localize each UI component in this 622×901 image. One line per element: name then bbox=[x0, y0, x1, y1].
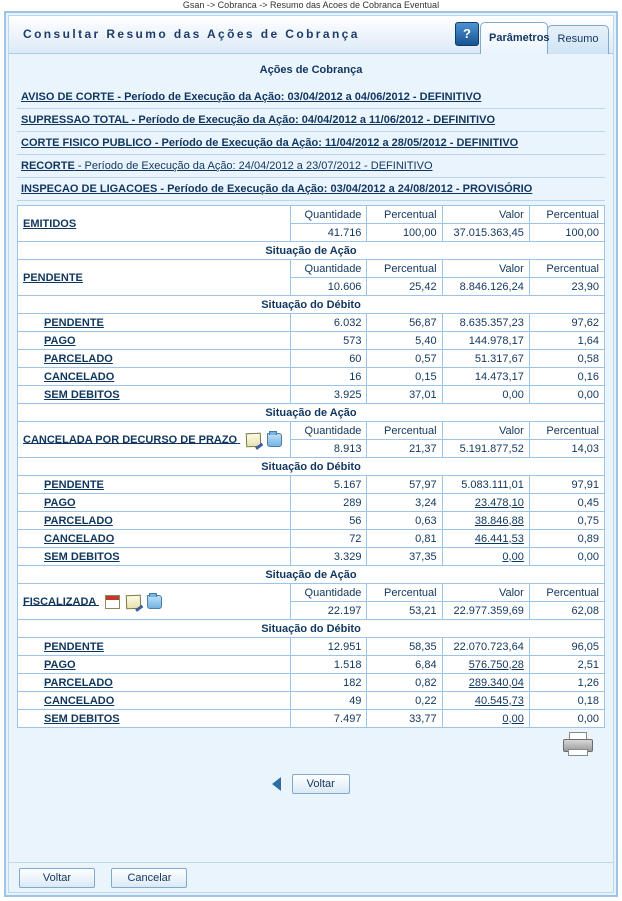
cell-percentual: 0,82 bbox=[367, 674, 442, 692]
calendar-icon[interactable] bbox=[105, 595, 120, 609]
breadcrumb: Gsan -> Cobranca -> Resumo das Acoes de Cobranca Eventual bbox=[182, 0, 440, 10]
row-label-parcelado[interactable]: PARCELADO bbox=[18, 674, 291, 692]
col-header-percentual: Percentual bbox=[367, 206, 442, 224]
cell-percentual: 33,77 bbox=[367, 710, 442, 728]
cell-valor: 22.977.359,69 bbox=[442, 602, 529, 620]
table-row bbox=[18, 476, 605, 494]
row-label-emitidos[interactable]: EMITIDOS bbox=[18, 206, 291, 242]
action-line-recorte[interactable] bbox=[17, 155, 605, 178]
cell-percentual: 5,40 bbox=[367, 332, 442, 350]
table-row bbox=[18, 512, 605, 530]
footer-bar bbox=[9, 862, 613, 892]
section-situacao-acao bbox=[18, 566, 605, 584]
row-label-text: PENDENTE bbox=[23, 271, 83, 284]
cell-percentual: 3,24 bbox=[367, 494, 442, 512]
cell-quantidade: 3.329 bbox=[291, 548, 367, 566]
action-line-supressao-total[interactable] bbox=[17, 109, 605, 132]
cell-valor-link[interactable]: 0,00 bbox=[442, 710, 529, 728]
table-row-block-header bbox=[18, 422, 605, 440]
cell-valor: 0,00 bbox=[442, 386, 529, 404]
cell-percentual-2: 0,18 bbox=[529, 692, 604, 710]
cell-percentual-2: 100,00 bbox=[529, 224, 604, 242]
cell-valor: 8.635.357,23 bbox=[442, 314, 529, 332]
cell-percentual-2: 0,45 bbox=[529, 494, 604, 512]
action-line-aviso-de-corte[interactable] bbox=[17, 86, 605, 109]
cell-quantidade: 22.197 bbox=[291, 602, 367, 620]
action-name: RECORTE bbox=[21, 160, 75, 172]
row-label-pendente[interactable]: PENDENTE bbox=[18, 476, 291, 494]
page-title: Ações de Cobrança bbox=[259, 64, 363, 76]
tab-parametros[interactable]: Parâmetros bbox=[480, 22, 548, 54]
cell-valor: 22.070.723,64 bbox=[442, 638, 529, 656]
table-row bbox=[18, 368, 605, 386]
cell-valor-link[interactable]: 46.441,53 bbox=[442, 530, 529, 548]
cell-percentual-2: 23,90 bbox=[529, 278, 604, 296]
help-icon[interactable]: ? bbox=[455, 22, 479, 46]
cell-quantidade: 7.497 bbox=[291, 710, 367, 728]
row-label-parcelado[interactable]: PARCELADO bbox=[18, 350, 291, 368]
table-row bbox=[18, 332, 605, 350]
cell-quantidade: 289 bbox=[291, 494, 367, 512]
cell-quantidade: 5.167 bbox=[291, 476, 367, 494]
col-header-quantidade: Quantidade bbox=[291, 584, 367, 602]
col-header-percentual-2: Percentual bbox=[529, 584, 604, 602]
cell-quantidade: 10.606 bbox=[291, 278, 367, 296]
cell-valor-link[interactable]: 289.340,04 bbox=[442, 674, 529, 692]
row-label-cancelado[interactable]: CANCELADO bbox=[18, 368, 291, 386]
cell-percentual-2: 0,75 bbox=[529, 512, 604, 530]
cell-percentual: 37,35 bbox=[367, 548, 442, 566]
section-situacao-debito bbox=[18, 458, 605, 476]
cell-quantidade: 8.913 bbox=[291, 440, 367, 458]
section-label: Situação do Débito bbox=[18, 458, 605, 476]
row-label-pago[interactable]: PAGO bbox=[18, 494, 291, 512]
col-header-percentual: Percentual bbox=[367, 584, 442, 602]
cell-percentual-2: 2,51 bbox=[529, 656, 604, 674]
cell-valor-link[interactable]: 40.545,73 bbox=[442, 692, 529, 710]
row-label-cancelada-por-decurso-de-prazo[interactable] bbox=[18, 422, 291, 458]
cell-percentual: 0,22 bbox=[367, 692, 442, 710]
action-name: SUPRESSAO TOTAL bbox=[21, 114, 129, 126]
cell-quantidade: 6.032 bbox=[291, 314, 367, 332]
mid-back-button[interactable]: Voltar bbox=[292, 774, 350, 794]
col-header-quantidade: Quantidade bbox=[291, 260, 367, 278]
col-header-valor: Valor bbox=[442, 206, 529, 224]
row-label-cancelado[interactable]: CANCELADO bbox=[18, 692, 291, 710]
cell-percentual-2: 14,03 bbox=[529, 440, 604, 458]
printer-icon[interactable] bbox=[563, 732, 593, 756]
action-name: CORTE FISICO PUBLICO bbox=[21, 137, 152, 149]
table-row-emitidos-header bbox=[18, 206, 605, 224]
cell-percentual: 58,35 bbox=[367, 638, 442, 656]
action-line-corte-fisico-publico[interactable] bbox=[17, 132, 605, 155]
row-label-fiscalizada[interactable] bbox=[18, 584, 291, 620]
row-label-sem-debitos[interactable]: SEM DEBITOS bbox=[18, 710, 291, 728]
cell-percentual-2: 1,26 bbox=[529, 674, 604, 692]
table-row-block-header bbox=[18, 260, 605, 278]
action-detail: - Período de Execução da Ação: 04/04/2012 a 11/06/2012 - DEFINITIVO bbox=[128, 114, 496, 126]
cell-percentual: 25,42 bbox=[367, 278, 442, 296]
cell-percentual: 53,21 bbox=[367, 602, 442, 620]
cell-percentual: 0,15 bbox=[367, 368, 442, 386]
cell-percentual-2: 0,89 bbox=[529, 530, 604, 548]
cell-percentual-2: 0,00 bbox=[529, 710, 604, 728]
col-header-percentual: Percentual bbox=[367, 260, 442, 278]
cell-percentual-2: 0,00 bbox=[529, 386, 604, 404]
section-situacao-acao bbox=[18, 242, 605, 260]
action-detail: - Período de Execução da Ação: 03/04/2012 a 04/06/2012 - DEFINITIVO bbox=[114, 91, 482, 103]
cell-percentual: 0,63 bbox=[367, 512, 442, 530]
col-header-percentual-2: Percentual bbox=[529, 422, 604, 440]
cell-percentual-2: 97,91 bbox=[529, 476, 604, 494]
cell-percentual: 56,87 bbox=[367, 314, 442, 332]
cell-percentual: 100,00 bbox=[367, 224, 442, 242]
cell-valor: 144.978,17 bbox=[442, 332, 529, 350]
cell-percentual-2: 1,64 bbox=[529, 332, 604, 350]
section-label: Situação do Débito bbox=[18, 296, 605, 314]
mid-back-row bbox=[17, 762, 605, 800]
table-row bbox=[18, 350, 605, 368]
cell-valor-link[interactable]: 0,00 bbox=[442, 548, 529, 566]
folder-icon[interactable] bbox=[147, 595, 162, 609]
cell-valor: 51.317,67 bbox=[442, 350, 529, 368]
cell-quantidade: 3.925 bbox=[291, 386, 367, 404]
printer-output bbox=[568, 749, 588, 756]
table-row bbox=[18, 530, 605, 548]
app-window bbox=[4, 11, 618, 897]
cell-percentual-2: 0,16 bbox=[529, 368, 604, 386]
section-situacao-acao bbox=[18, 404, 605, 422]
row-label-pago[interactable]: PAGO bbox=[18, 332, 291, 350]
table-row-block-header bbox=[18, 584, 605, 602]
action-name: INSPECAO DE LIGACOES bbox=[21, 183, 158, 195]
cell-percentual: 57,97 bbox=[367, 476, 442, 494]
section-situacao-debito bbox=[18, 620, 605, 638]
cell-percentual: 0,57 bbox=[367, 350, 442, 368]
table-row bbox=[18, 314, 605, 332]
print-row bbox=[17, 728, 605, 762]
cell-percentual-2: 0,00 bbox=[529, 548, 604, 566]
cell-valor-link[interactable]: 576.750,28 bbox=[442, 656, 529, 674]
cell-quantidade: 182 bbox=[291, 674, 367, 692]
section-situacao-debito bbox=[18, 296, 605, 314]
cell-valor: 37.015.363,45 bbox=[442, 224, 529, 242]
col-header-valor: Valor bbox=[442, 260, 529, 278]
folder-icon[interactable] bbox=[267, 433, 282, 447]
cell-quantidade: 60 bbox=[291, 350, 367, 368]
action-detail: - Período de Execução da Ação: 11/04/2012 a 28/05/2012 - DEFINITIVO bbox=[151, 137, 519, 149]
tab-resumo[interactable]: Resumo bbox=[547, 25, 609, 54]
table-row bbox=[18, 710, 605, 728]
section-label: Situação de Ação bbox=[18, 566, 605, 584]
resumo-table bbox=[17, 205, 605, 728]
cell-valor: 5.083.111,01 bbox=[442, 476, 529, 494]
cell-quantidade: 72 bbox=[291, 530, 367, 548]
cell-quantidade: 56 bbox=[291, 512, 367, 530]
cell-quantidade: 16 bbox=[291, 368, 367, 386]
cell-quantidade: 573 bbox=[291, 332, 367, 350]
cell-percentual-2: 96,05 bbox=[529, 638, 604, 656]
row-label-parcelado[interactable]: PARCELADO bbox=[18, 512, 291, 530]
action-detail: - Período de Execução da Ação: 03/04/2012 a 24/08/2012 - PROVISÓRIO bbox=[157, 183, 533, 195]
cell-valor-link[interactable]: 23.478,10 bbox=[442, 494, 529, 512]
back-button[interactable]: Voltar bbox=[19, 868, 95, 888]
col-header-percentual-2: Percentual bbox=[529, 206, 604, 224]
cell-valor: 5.191.877,52 bbox=[442, 440, 529, 458]
table-row bbox=[18, 494, 605, 512]
row-label-cancelado[interactable]: CANCELADO bbox=[18, 530, 291, 548]
table-row bbox=[18, 638, 605, 656]
window-inner bbox=[8, 15, 614, 893]
row-label-pendente[interactable]: PENDENTE bbox=[18, 638, 291, 656]
col-header-percentual-2: Percentual bbox=[529, 260, 604, 278]
row-label-pendente-acao[interactable] bbox=[18, 260, 291, 296]
row-label-text: CANCELADA POR DECURSO DE PRAZO bbox=[23, 433, 238, 446]
page-title-bar-text: Consultar Resumo das Ações de Cobrança bbox=[23, 27, 360, 41]
cell-quantidade: 49 bbox=[291, 692, 367, 710]
arrow-left-icon[interactable] bbox=[272, 777, 281, 791]
table-row bbox=[18, 692, 605, 710]
table-row bbox=[18, 386, 605, 404]
cell-quantidade: 41.716 bbox=[291, 224, 367, 242]
col-header-percentual: Percentual bbox=[367, 422, 442, 440]
table-row bbox=[18, 548, 605, 566]
row-label-sem-debitos[interactable]: SEM DEBITOS bbox=[18, 548, 291, 566]
col-header-quantidade: Quantidade bbox=[291, 422, 367, 440]
table-row bbox=[18, 674, 605, 692]
row-label-sem-debitos[interactable]: SEM DEBITOS bbox=[18, 386, 291, 404]
pencil-icon[interactable] bbox=[246, 432, 261, 447]
cell-valor: 8.846.126,24 bbox=[442, 278, 529, 296]
cell-percentual-2: 62,08 bbox=[529, 602, 604, 620]
cell-percentual: 21,37 bbox=[367, 440, 442, 458]
row-icons bbox=[105, 595, 165, 609]
section-label: Situação do Débito bbox=[18, 620, 605, 638]
row-label-text: FISCALIZADA bbox=[23, 595, 96, 608]
action-name: AVISO DE CORTE bbox=[21, 91, 115, 103]
cell-percentual: 0,81 bbox=[367, 530, 442, 548]
cell-valor-link[interactable]: 38.846,88 bbox=[442, 512, 529, 530]
row-icons bbox=[246, 433, 285, 447]
col-header-valor: Valor bbox=[442, 422, 529, 440]
cell-percentual: 37,01 bbox=[367, 386, 442, 404]
action-detail: - Período de Execução da Ação: 24/04/2012 a 23/07/2012 - DEFINITIVO bbox=[74, 160, 433, 172]
cell-quantidade: 1.518 bbox=[291, 656, 367, 674]
row-label-pendente[interactable]: PENDENTE bbox=[18, 314, 291, 332]
cell-valor: 14.473,17 bbox=[442, 368, 529, 386]
action-line-inspecao-de-ligacoes[interactable] bbox=[17, 178, 605, 201]
cell-percentual-2: 0,58 bbox=[529, 350, 604, 368]
title-bar bbox=[9, 16, 613, 54]
pencil-icon[interactable] bbox=[126, 594, 141, 609]
section-label: Situação de Ação bbox=[18, 242, 605, 260]
row-label-pago[interactable]: PAGO bbox=[18, 656, 291, 674]
cell-quantidade: 12.951 bbox=[291, 638, 367, 656]
cell-percentual-2: 97,62 bbox=[529, 314, 604, 332]
cancel-button[interactable]: Cancelar bbox=[111, 868, 187, 888]
col-header-quantidade: Quantidade bbox=[291, 206, 367, 224]
content-area bbox=[9, 54, 613, 800]
col-header-valor: Valor bbox=[442, 584, 529, 602]
table-row bbox=[18, 656, 605, 674]
cell-percentual: 6,84 bbox=[367, 656, 442, 674]
section-label: Situação de Ação bbox=[18, 404, 605, 422]
